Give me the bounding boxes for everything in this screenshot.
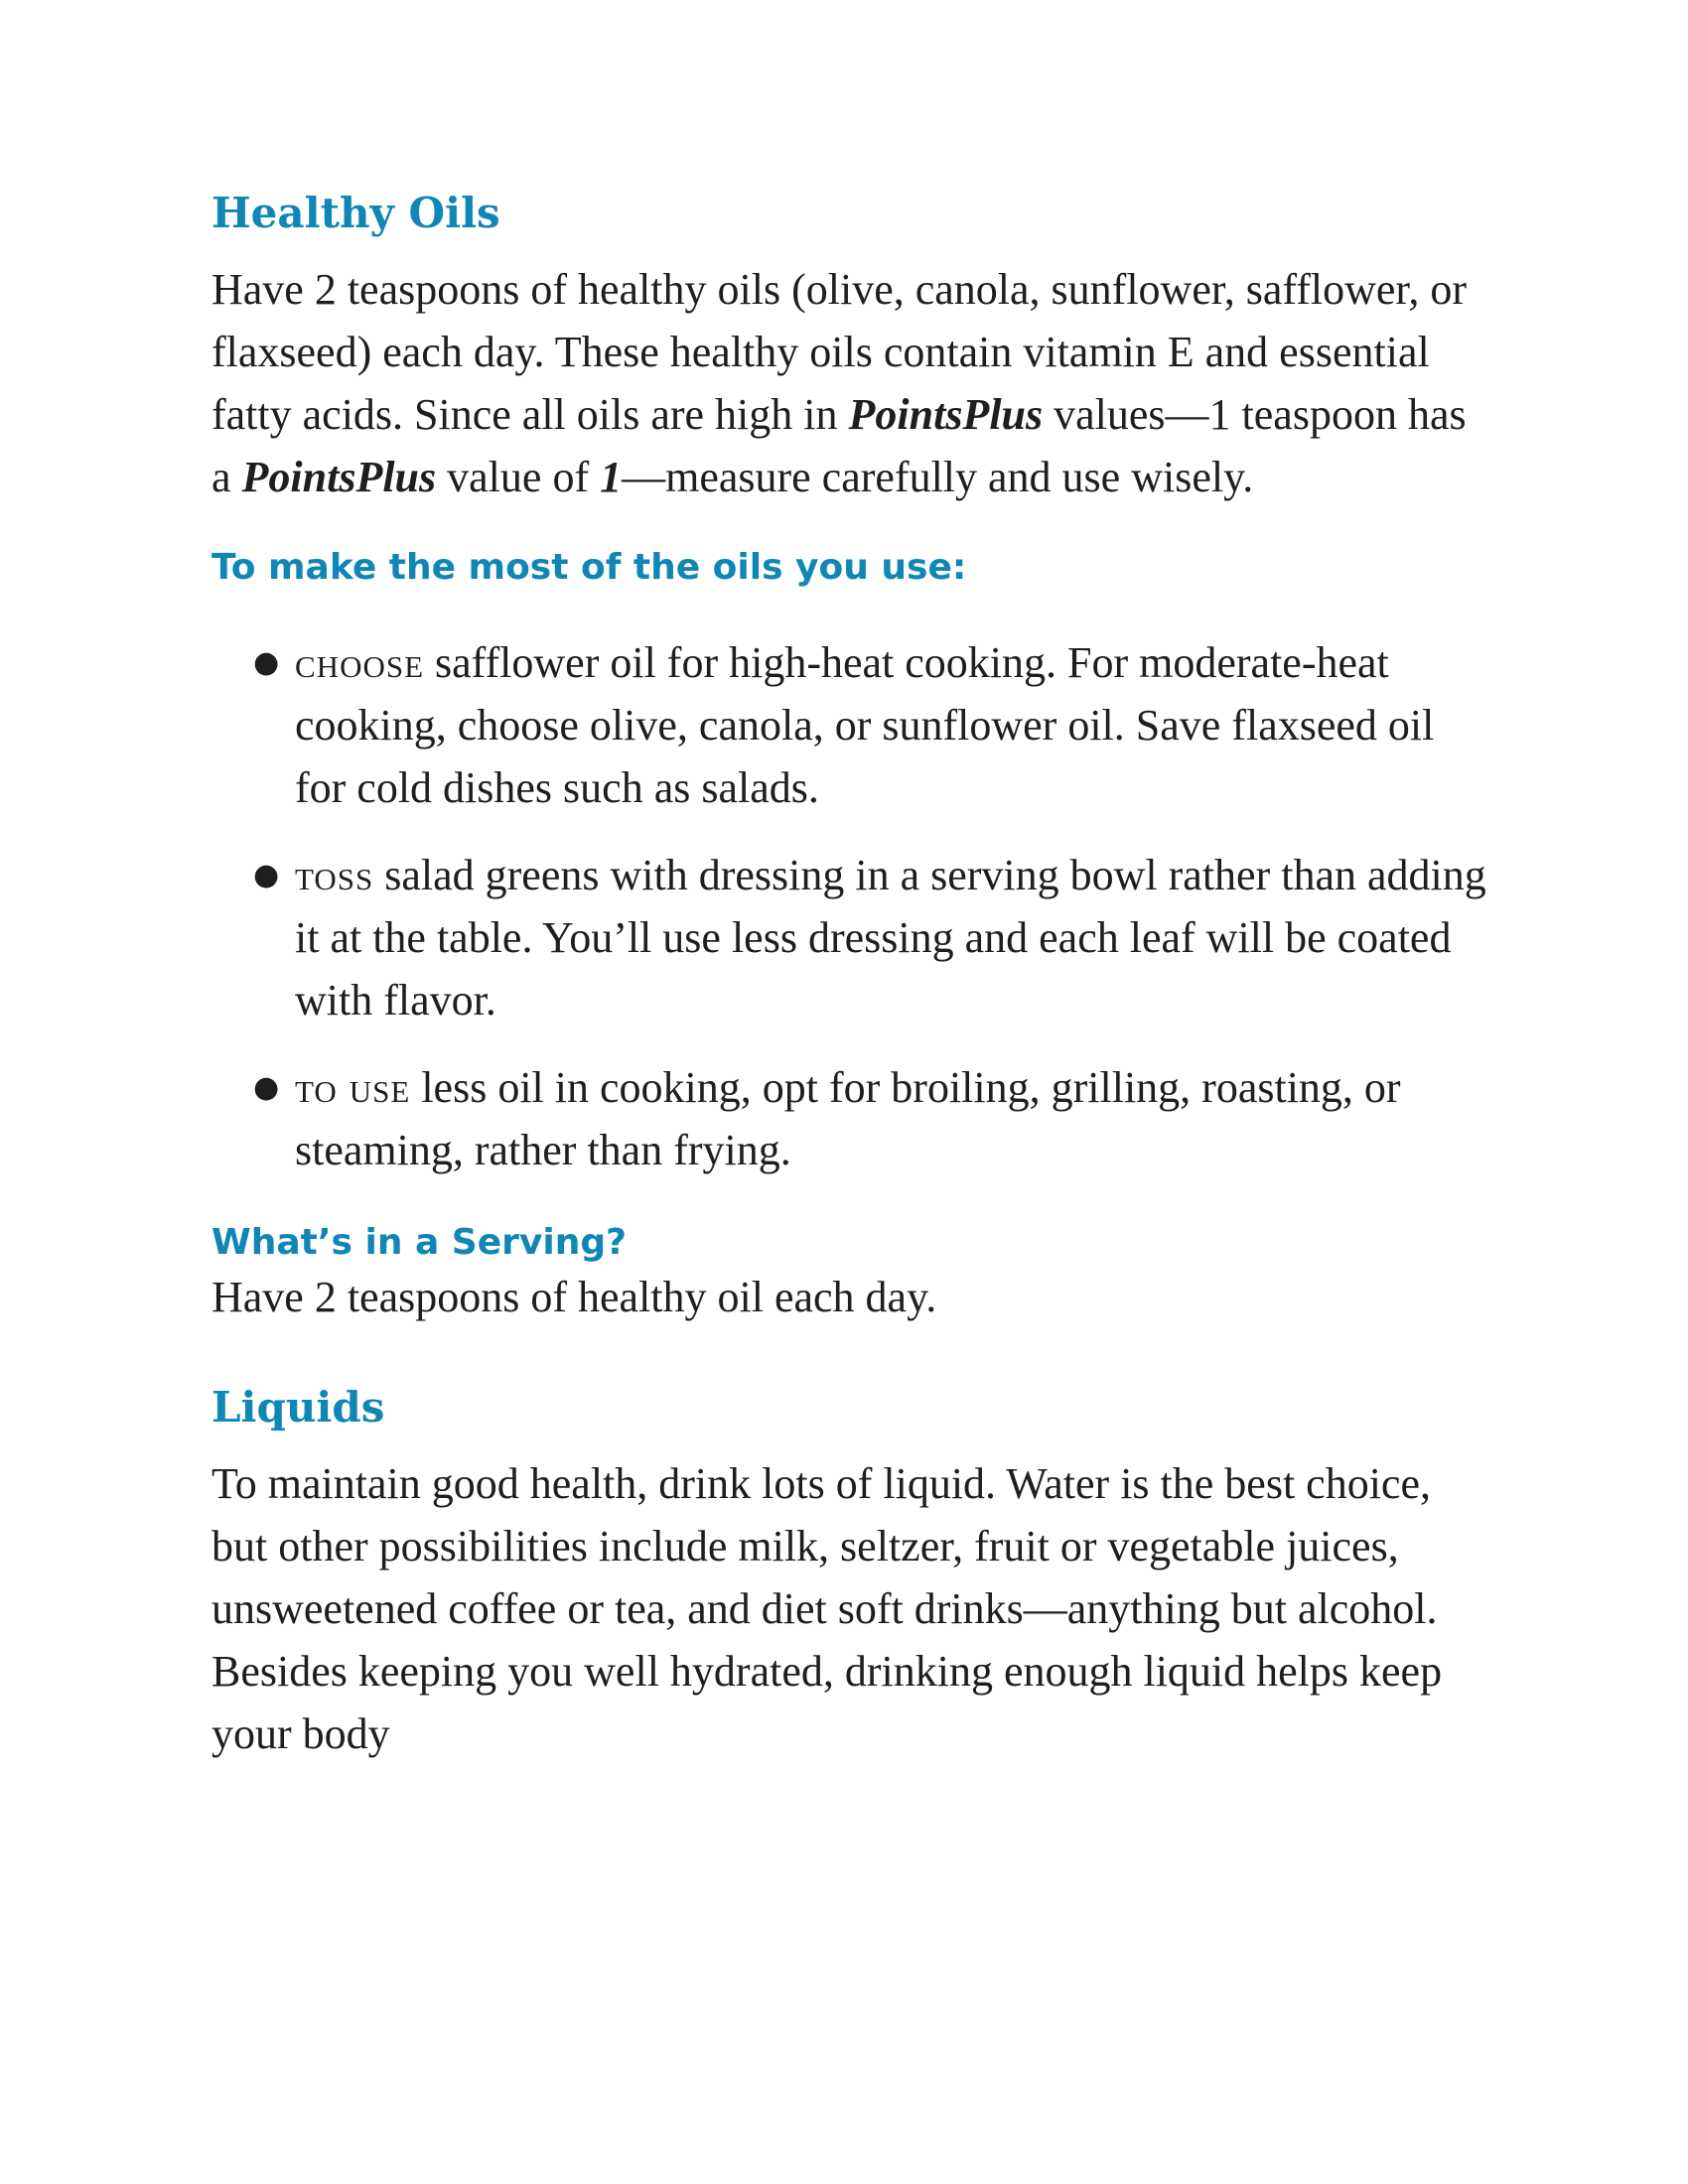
tips-heading: To make the most of the oils you use: [211,547,967,589]
bullet-icon: ● [253,857,280,892]
intro-text-1: Have 2 teaspoons of healthy oils (olive, canola, sunflower, safflower, or flaxseed) each day. These healthy oils contain vitamin E and essential fatty acids. Since all oils are high in [211,265,1467,440]
serving-heading: What’s in a Serving? [211,1221,627,1263]
list-item [211,844,1492,1031]
tip-text: salad greens with dressing in a serving bowl rather than adding it at the table. You’ll use less dressing and each leaf will be coated with flavor. [295,850,1486,1024]
tip-lead: choose [295,637,425,687]
page-content [211,189,1492,1765]
healthy-oils-intro [211,258,1492,508]
points-plus-brand: PointsPlus [848,390,1044,440]
bullet-icon: ● [253,644,280,680]
liquids-title: Liquids [211,1382,385,1432]
points-value: 1 [600,453,623,502]
tips-list [211,631,1492,1181]
intro-text-3: value of [436,453,601,502]
points-plus-brand: PointsPlus [241,453,437,502]
tip-lead: to use [295,1062,411,1112]
serving-text: Have 2 teaspoons of healthy oil each day. [211,1272,937,1321]
bullet-icon: ● [253,1069,280,1105]
intro-text-4: —measure carefully and use wisely. [622,453,1254,502]
tip-text: safflower oil for high-heat cooking. For moderate-heat cooking, choose olive, canola, or sunflower oil. Save flaxseed oil for cold dishes such as salads. [295,637,1435,812]
list-item [211,1056,1492,1181]
list-item [211,631,1492,819]
intro-text-2: values—1 teaspoon has a [211,390,1467,502]
liquids-text: To maintain good health, drink lots of liquid. Water is the best choice, but other possibilities include milk, seltzer, fruit or vegetable juices, unsweetened coffee or tea, and diet soft drinks—anything but alcohol. Besides keeping you well hydrated, drinking enough liquid helps keep your body [211,1459,1443,1759]
healthy-oils-title: Healthy Oils [211,189,500,237]
tip-text: less oil in cooking, opt for broiling, grilling, roasting, or steaming, rather than frying. [295,1062,1401,1174]
tip-lead: toss [295,850,374,899]
